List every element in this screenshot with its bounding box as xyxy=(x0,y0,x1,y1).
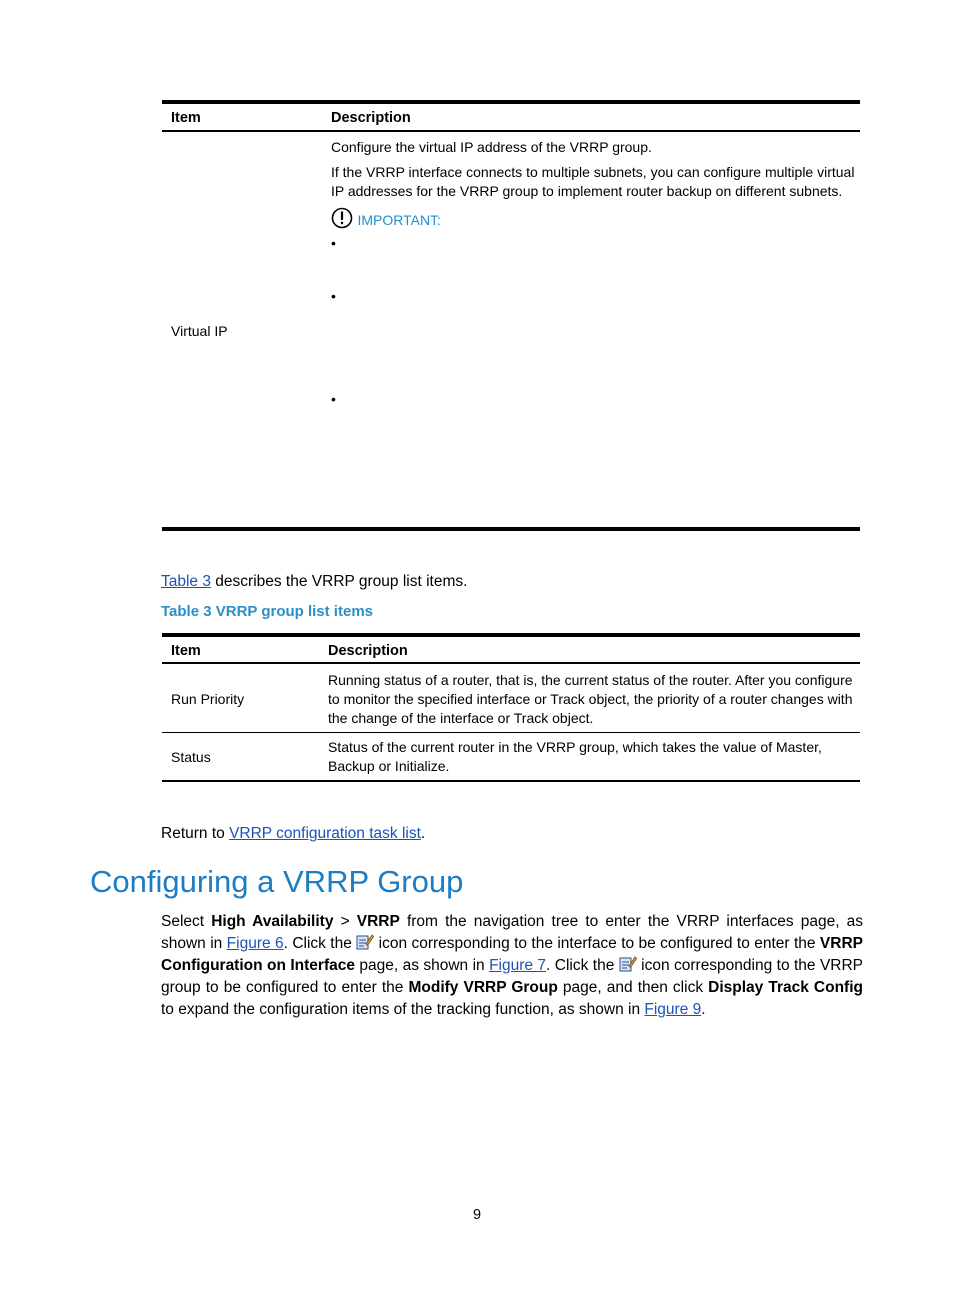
return-paragraph xyxy=(161,823,425,845)
return-prefix: Return to xyxy=(161,825,230,842)
edit-icon xyxy=(356,933,374,950)
text: from the navigation tree to enter the VRRP interfaces page, as shown in xyxy=(161,913,863,952)
important-icon xyxy=(331,207,353,229)
bold-modify-vrrp-group: Modify VRRP Group xyxy=(408,979,558,996)
text: page, and then click xyxy=(557,979,709,996)
row-desc-line1: Configure the virtual IP address of the VRRP group. xyxy=(331,139,652,155)
column-header-description: Description xyxy=(331,110,411,126)
edit-icon xyxy=(619,955,637,972)
text: . xyxy=(701,1001,706,1018)
table3-row-divider xyxy=(162,732,860,733)
important-label: IMPORTANT: xyxy=(357,212,441,228)
table3-header-rule xyxy=(162,662,860,664)
table-top-rule xyxy=(162,100,860,104)
table3-top-rule xyxy=(162,633,860,637)
intro-text: describes the VRRP group list items. xyxy=(210,573,468,590)
bullet-1: • xyxy=(331,235,336,251)
table-3-link[interactable]: Table 3 xyxy=(161,573,211,590)
text: page, as shown in xyxy=(354,957,490,974)
table-bottom-rule xyxy=(162,527,860,531)
return-suffix: . xyxy=(420,825,426,842)
text: icon corresponding to the VRRP group to be configured to enter the xyxy=(161,957,864,996)
table3-header-item: Item xyxy=(171,643,201,659)
intro-paragraph xyxy=(161,571,467,593)
figure-9-link[interactable]: Figure 9 xyxy=(644,1001,702,1018)
text: Select xyxy=(161,913,212,930)
table-header-rule xyxy=(162,130,860,132)
table3-bottom-rule xyxy=(162,780,860,782)
text: to expand the configuration items of the tracking function, as shown in xyxy=(161,1001,645,1018)
bold-display-track-config: Display Track Config xyxy=(708,979,863,996)
row-desc-line2: If the VRRP interface connects to multiple subnets, you can configure multiple virtual IP addresses for the VRRP group to implement router backup on different subnets. xyxy=(331,164,855,199)
column-header-item: Item xyxy=(171,110,201,126)
section-paragraph xyxy=(161,911,863,1021)
bold-vrrp-configuration-on-interface: VRRP Configuration on Interface xyxy=(161,935,863,974)
page-number: 9 xyxy=(472,1207,482,1223)
section-heading: Configuring a VRRP Group xyxy=(90,864,464,899)
bold-vrrp: VRRP xyxy=(356,913,400,930)
bullet-3: • xyxy=(331,391,336,407)
vrrp-task-list-link[interactable]: VRRP configuration task list xyxy=(229,825,421,842)
row-item: Status xyxy=(171,749,211,765)
row-item-virtual-ip: Virtual IP xyxy=(171,323,228,339)
important-notice xyxy=(331,207,441,230)
text: icon corresponding to the interface to be configured to enter the xyxy=(374,935,820,952)
bullet-2: • xyxy=(331,288,336,304)
figure-7-link[interactable]: Figure 7 xyxy=(489,957,547,974)
figure-6-link[interactable]: Figure 6 xyxy=(226,935,284,952)
bold-high-availability: High Availability xyxy=(211,913,334,930)
row-item: Run Priority xyxy=(171,691,245,707)
row-description: Status of the current router in the VRRP group, which takes the value of Master, Backup or Initialize. xyxy=(328,739,822,774)
row-description: Running status of a router, that is, the current status of the router. After you configure to monitor the specified interface or Track object, the priority of a router changes with the change of the interface or Track object. xyxy=(328,672,853,726)
text: > xyxy=(333,913,357,930)
table-3-caption: Table 3 VRRP group list items xyxy=(161,603,373,620)
table3-header-description: Description xyxy=(328,643,408,659)
text: . Click the xyxy=(546,957,619,974)
text: . Click the xyxy=(283,935,357,952)
